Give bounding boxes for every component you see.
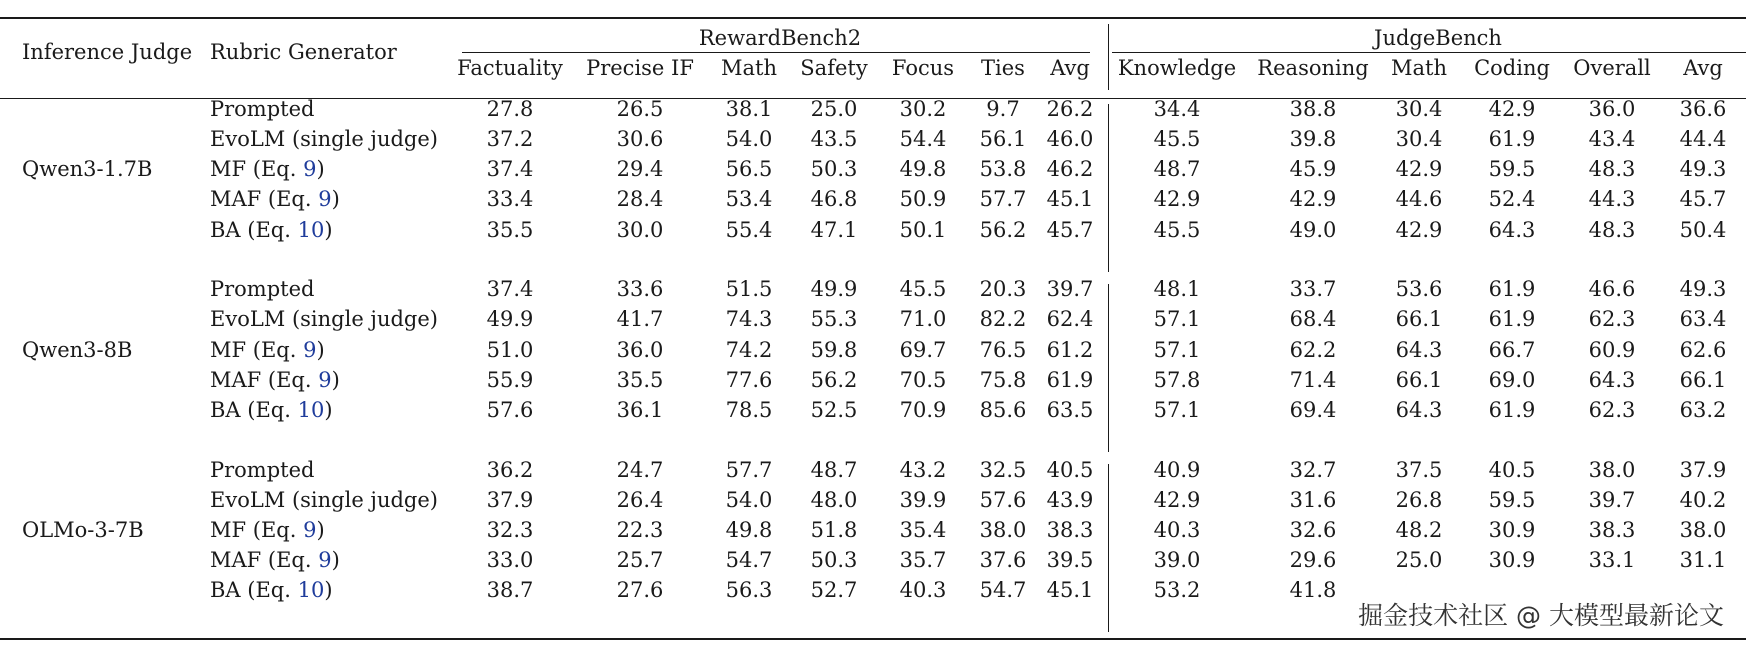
table-cell: 52.4	[1488, 187, 1536, 212]
closing-paren: )	[324, 397, 333, 422]
table-cell: 37.4	[486, 277, 534, 302]
table-cell: 62.6	[1679, 337, 1727, 362]
table-cell: 54.7	[979, 578, 1027, 603]
table-cell: 61.9	[1488, 307, 1536, 332]
top-rule	[0, 17, 1746, 19]
table-cell: 45.5	[1153, 217, 1201, 242]
table-cell: 43.2	[899, 457, 947, 482]
group-separator-header	[1108, 24, 1109, 90]
table-cell: 32.5	[979, 457, 1027, 482]
table-cell: 57.1	[1153, 337, 1201, 362]
judge-label: Qwen3-1.7B	[22, 157, 153, 182]
header-col-0-3: Safety	[800, 56, 868, 80]
generator-name: MAF (Eq.	[210, 367, 319, 392]
table-cell: 54.7	[725, 548, 773, 573]
table-cell: 33.0	[486, 548, 534, 573]
table-cell: 30.9	[1488, 517, 1536, 542]
table-cell: 69.4	[1289, 397, 1337, 422]
table-cell: 51.5	[725, 277, 773, 302]
table-cell: 64.3	[1395, 337, 1443, 362]
table-cell: 53.2	[1153, 578, 1201, 603]
table-cell: 71.4	[1289, 367, 1337, 392]
header-col-1-3: Coding	[1474, 56, 1550, 80]
table-cell: 44.6	[1395, 187, 1443, 212]
equation-ref-link[interactable]: 10	[297, 578, 325, 603]
table-cell: 43.5	[810, 127, 858, 152]
rubric-generator-label	[210, 367, 340, 393]
table-cell: 22.3	[616, 517, 664, 542]
table-cell: 39.9	[899, 487, 947, 512]
table-cell: 59.5	[1488, 487, 1536, 512]
generator-name: MF (Eq.	[210, 517, 304, 542]
table-cell: 33.6	[616, 277, 664, 302]
rubric-generator-label	[210, 126, 438, 152]
table-cell: 62.3	[1588, 307, 1636, 332]
table-cell: 35.5	[486, 217, 534, 242]
table-cell: 51.0	[486, 337, 534, 362]
table-cell: 33.7	[1289, 277, 1337, 302]
table-cell: 29.4	[616, 157, 664, 182]
table-cell: 62.2	[1289, 337, 1337, 362]
generator-name: EvoLM (single judge)	[210, 307, 438, 332]
header-group-judgebench: JudgeBench	[1374, 26, 1502, 50]
table-cell: 39.7	[1046, 277, 1094, 302]
header-col-1-1: Reasoning	[1257, 56, 1369, 80]
table-cell: 69.0	[1488, 367, 1536, 392]
table-cell: 48.7	[1153, 157, 1201, 182]
table-cell: 56.2	[979, 217, 1027, 242]
table-cell: 38.8	[1289, 97, 1337, 121]
table-cell: 57.7	[979, 187, 1027, 212]
equation-ref-link[interactable]: 9	[318, 367, 332, 392]
rubric-generator-label	[210, 96, 314, 122]
closing-paren: )	[316, 337, 325, 362]
table-cell: 74.3	[725, 307, 773, 332]
table-cell: 50.3	[810, 157, 858, 182]
table-cell: 42.9	[1488, 97, 1536, 121]
table-cell: 64.3	[1395, 397, 1443, 422]
table-cell: 66.1	[1395, 307, 1443, 332]
table-cell: 82.2	[979, 307, 1027, 332]
table-cell: 70.9	[899, 397, 947, 422]
table-cell: 55.9	[486, 367, 534, 392]
table-cell: 49.3	[1679, 157, 1727, 182]
header-col-0-2: Math	[721, 56, 777, 80]
equation-ref-link[interactable]: 9	[303, 157, 317, 182]
rubric-generator-label	[210, 487, 438, 513]
table-cell: 47.1	[810, 217, 858, 242]
table-cell: 45.7	[1679, 187, 1727, 212]
table-cell: 43.9	[1046, 487, 1094, 512]
equation-ref-link[interactable]: 9	[318, 548, 332, 573]
table-cell: 54.0	[725, 127, 773, 152]
judgebench-cmidrule	[1112, 52, 1746, 53]
table-cell: 42.9	[1153, 187, 1201, 212]
rubric-generator-label	[210, 397, 333, 423]
rubric-generator-label	[210, 457, 314, 483]
table-cell: 48.0	[810, 487, 858, 512]
generator-name: Prompted	[210, 97, 315, 121]
table-cell: 60.9	[1588, 337, 1636, 362]
table-cell: 63.2	[1679, 397, 1727, 422]
table-cell: 50.9	[899, 187, 947, 212]
table-cell: 49.9	[810, 277, 858, 302]
table-cell: 37.4	[486, 157, 534, 182]
table-cell: 46.0	[1046, 127, 1094, 152]
table-cell: 41.7	[616, 307, 664, 332]
table-cell: 66.1	[1395, 367, 1443, 392]
generator-name: MF (Eq.	[210, 157, 304, 182]
table-cell: 57.8	[1153, 367, 1201, 392]
table-cell: 30.4	[1395, 97, 1443, 121]
watermark-text: 掘金技术社区 @ 大模型最新论文	[1358, 601, 1724, 630]
table-cell: 9.7	[986, 97, 1020, 121]
table-cell: 38.7	[486, 578, 534, 603]
rubric-generator-label	[210, 577, 333, 603]
rubric-generator-label	[210, 186, 340, 212]
table-cell: 68.4	[1289, 307, 1337, 332]
table-cell: 52.7	[810, 578, 858, 603]
table-cell: 37.6	[979, 548, 1027, 573]
header-col-0-1: Precise IF	[586, 56, 694, 80]
table-cell: 29.6	[1289, 548, 1337, 573]
rubric-generator-label	[210, 517, 325, 543]
generator-name: BA (Eq.	[210, 217, 298, 242]
table-cell: 42.9	[1395, 157, 1443, 182]
table-cell: 45.9	[1289, 157, 1337, 182]
bottom-rule	[0, 638, 1746, 640]
table-cell: 32.3	[486, 517, 534, 542]
table-cell: 56.5	[725, 157, 773, 182]
table-cell: 49.8	[899, 157, 947, 182]
rubric-generator-label	[210, 547, 340, 573]
table-cell: 46.6	[1588, 277, 1636, 302]
generator-name: Prompted	[210, 457, 315, 482]
table-cell: 57.1	[1153, 397, 1201, 422]
table-cell: 62.4	[1046, 307, 1094, 332]
header-rubric-generator: Rubric Generator	[210, 40, 397, 64]
header-col-1-2: Math	[1391, 56, 1447, 80]
table-cell: 52.5	[810, 397, 858, 422]
rubric-generator-label	[210, 306, 438, 332]
table-cell: 50.3	[810, 548, 858, 573]
table-cell: 69.7	[899, 337, 947, 362]
table-cell: 45.7	[1046, 217, 1094, 242]
table-cell: 37.9	[1679, 457, 1727, 482]
table-cell: 35.5	[616, 367, 664, 392]
table-cell: 59.5	[1488, 157, 1536, 182]
generator-name: BA (Eq.	[210, 397, 298, 422]
table-cell: 30.0	[616, 217, 664, 242]
table-cell: 38.3	[1588, 517, 1636, 542]
table-cell: 54.4	[899, 127, 947, 152]
table-cell: 40.2	[1679, 487, 1727, 512]
rubric-generator-label	[210, 276, 314, 302]
closing-paren: )	[331, 548, 340, 573]
table-cell: 51.8	[810, 517, 858, 542]
generator-name: MAF (Eq.	[210, 548, 319, 573]
table-cell: 56.2	[810, 367, 858, 392]
table-cell: 49.8	[725, 517, 773, 542]
table-cell: 70.5	[899, 367, 947, 392]
table-cell: 38.1	[725, 97, 773, 121]
table-cell: 56.3	[725, 578, 773, 603]
table-cell: 74.2	[725, 337, 773, 362]
table-cell: 40.9	[1153, 457, 1201, 482]
table-cell: 48.1	[1153, 277, 1201, 302]
rubric-generator-label	[210, 156, 325, 182]
table-cell: 46.2	[1046, 157, 1094, 182]
table-cell: 48.2	[1395, 517, 1443, 542]
header-col-1-5: Avg	[1683, 56, 1723, 80]
table-cell: 26.4	[616, 487, 664, 512]
table-cell: 37.9	[486, 487, 534, 512]
table-cell: 31.1	[1679, 548, 1727, 573]
generator-name: BA (Eq.	[210, 578, 298, 603]
table-cell: 32.6	[1289, 517, 1337, 542]
header-col-0-5: Ties	[981, 56, 1025, 80]
generator-name: EvoLM (single judge)	[210, 127, 438, 152]
table-cell: 33.1	[1588, 548, 1636, 573]
closing-paren: )	[316, 517, 325, 542]
table-cell: 48.7	[810, 457, 858, 482]
table-cell: 38.3	[1046, 517, 1094, 542]
table-cell: 75.8	[979, 367, 1027, 392]
table-cell: 39.5	[1046, 548, 1094, 573]
table-cell: 76.5	[979, 337, 1027, 362]
table-cell: 53.8	[979, 157, 1027, 182]
header-col-0-6: Avg	[1050, 56, 1090, 80]
group-separator-block-3	[1108, 464, 1109, 632]
equation-ref-link[interactable]: 10	[297, 217, 325, 242]
equation-ref-link[interactable]: 9	[303, 517, 317, 542]
table-cell: 85.6	[979, 397, 1027, 422]
cropped-caption-line	[0, 0, 1746, 5]
table-cell: 48.3	[1588, 217, 1636, 242]
table-cell: 25.0	[1395, 548, 1443, 573]
table-cell: 61.9	[1488, 397, 1536, 422]
closing-paren: )	[331, 187, 340, 212]
table-cell: 59.8	[810, 337, 858, 362]
table-cell: 26.8	[1395, 487, 1443, 512]
table-cell: 50.4	[1679, 217, 1727, 242]
table-cell: 40.5	[1488, 457, 1536, 482]
table-cell: 46.8	[810, 187, 858, 212]
table-cell: 61.2	[1046, 337, 1094, 362]
table-cell: 66.7	[1488, 337, 1536, 362]
table-cell: 45.1	[1046, 578, 1094, 603]
table-cell: 36.2	[486, 457, 534, 482]
equation-ref-link[interactable]: 10	[297, 397, 325, 422]
table-cell: 26.2	[1046, 97, 1094, 121]
table-cell: 34.4	[1153, 97, 1201, 121]
equation-ref-link[interactable]: 9	[303, 337, 317, 362]
header-inference-judge: Inference Judge	[22, 40, 193, 64]
table-cell: 57.6	[486, 397, 534, 422]
table-cell: 37.2	[486, 127, 534, 152]
judge-label: OLMo-3-7B	[22, 517, 144, 542]
table-cell: 36.0	[616, 337, 664, 362]
table-cell: 57.7	[725, 457, 773, 482]
table-cell: 45.1	[1046, 187, 1094, 212]
table-cell: 50.1	[899, 217, 947, 242]
table-cell: 20.3	[979, 277, 1027, 302]
table-cell: 54.0	[725, 487, 773, 512]
table-cell: 35.7	[899, 548, 947, 573]
table-cell: 32.7	[1289, 457, 1337, 482]
table-cell: 66.1	[1679, 367, 1727, 392]
table-cell: 42.9	[1395, 217, 1443, 242]
table-cell: 26.5	[616, 97, 664, 121]
group-separator-block-2	[1108, 284, 1109, 452]
table-cell: 42.9	[1153, 487, 1201, 512]
table-cell: 30.6	[616, 127, 664, 152]
table-cell: 38.0	[1679, 517, 1727, 542]
table-cell: 41.8	[1289, 578, 1337, 603]
table-cell: 61.9	[1046, 367, 1094, 392]
table-cell: 27.8	[486, 97, 534, 121]
header-col-1-4: Overall	[1573, 56, 1651, 80]
table-cell: 39.0	[1153, 548, 1201, 573]
table-cell: 55.4	[725, 217, 773, 242]
table-cell: 35.4	[899, 517, 947, 542]
generator-name: EvoLM (single judge)	[210, 487, 438, 512]
generator-name: MF (Eq.	[210, 337, 304, 362]
table-cell: 30.9	[1488, 548, 1536, 573]
generator-name: MAF (Eq.	[210, 187, 319, 212]
equation-ref-link[interactable]: 9	[318, 187, 332, 212]
group-separator-block-1	[1108, 104, 1109, 272]
table-cell: 31.6	[1289, 487, 1337, 512]
closing-paren: )	[324, 217, 333, 242]
table-cell: 27.6	[616, 578, 664, 603]
table-cell: 40.3	[899, 578, 947, 603]
table-cell: 62.3	[1588, 397, 1636, 422]
rewardbench-cmidrule	[462, 52, 1090, 53]
table-cell: 57.1	[1153, 307, 1201, 332]
rubric-generator-label	[210, 217, 333, 243]
table-cell: 57.6	[979, 487, 1027, 512]
table-cell: 38.0	[1588, 457, 1636, 482]
header-col-1-0: Knowledge	[1117, 56, 1237, 80]
table-cell: 36.0	[1588, 97, 1636, 121]
table-cell: 45.5	[899, 277, 947, 302]
table-cell: 28.4	[616, 187, 664, 212]
table-cell: 49.3	[1679, 277, 1727, 302]
table-cell: 44.3	[1588, 187, 1636, 212]
table-cell: 37.5	[1395, 457, 1443, 482]
table-cell: 39.7	[1588, 487, 1636, 512]
table-cell: 78.5	[725, 397, 773, 422]
table-cell: 30.2	[899, 97, 947, 121]
table-cell: 53.4	[725, 187, 773, 212]
table-cell: 30.4	[1395, 127, 1443, 152]
table-cell: 36.1	[616, 397, 664, 422]
closing-paren: )	[331, 367, 340, 392]
table-cell: 53.6	[1395, 277, 1443, 302]
table-cell: 39.8	[1289, 127, 1337, 152]
header-col-0-0: Factuality	[457, 56, 563, 80]
judge-label: Qwen3-8B	[22, 337, 133, 362]
table-cell: 64.3	[1488, 217, 1536, 242]
table-cell: 24.7	[616, 457, 664, 482]
table-cell: 45.5	[1153, 127, 1201, 152]
rubric-generator-label	[210, 337, 325, 363]
table-cell: 40.5	[1046, 457, 1094, 482]
table-cell: 36.6	[1679, 97, 1727, 121]
closing-paren: )	[316, 157, 325, 182]
table-cell: 40.3	[1153, 517, 1201, 542]
table-cell: 63.4	[1679, 307, 1727, 332]
table-cell: 38.0	[979, 517, 1027, 542]
header-group-rewardbench2: RewardBench2	[698, 26, 862, 50]
table-cell: 61.9	[1488, 277, 1536, 302]
generator-name: Prompted	[210, 277, 315, 302]
table-cell: 64.3	[1588, 367, 1636, 392]
table-cell: 71.0	[899, 307, 947, 332]
watermark	[1358, 596, 1724, 632]
table-cell: 25.7	[616, 548, 664, 573]
table-cell: 61.9	[1488, 127, 1536, 152]
table-cell: 33.4	[486, 187, 534, 212]
table-cell: 43.4	[1588, 127, 1636, 152]
table-cell: 77.6	[725, 367, 773, 392]
table-cell: 55.3	[810, 307, 858, 332]
table-cell: 44.4	[1679, 127, 1727, 152]
table-cell: 48.3	[1588, 157, 1636, 182]
table-cell: 56.1	[979, 127, 1027, 152]
table-cell: 63.5	[1046, 397, 1094, 422]
table-cell: 25.0	[810, 97, 858, 121]
header-col-0-4: Focus	[891, 56, 955, 80]
table-cell: 42.9	[1289, 187, 1337, 212]
closing-paren: )	[324, 578, 333, 603]
table-cell: 49.9	[486, 307, 534, 332]
table-cell: 49.0	[1289, 217, 1337, 242]
